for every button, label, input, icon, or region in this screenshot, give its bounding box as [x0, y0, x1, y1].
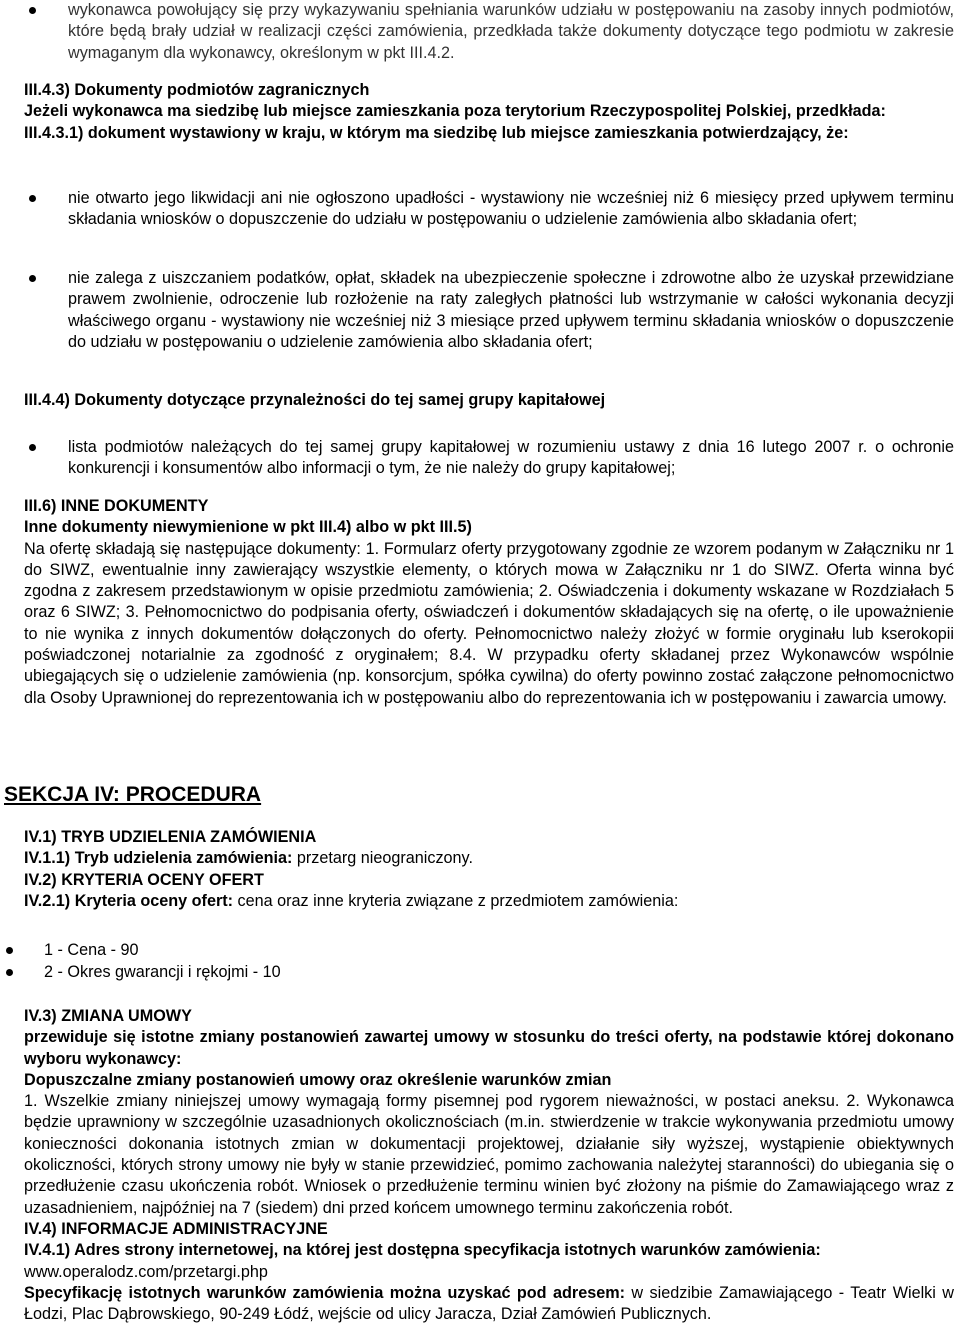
- field-value: cena oraz inne kryteria związane z przedmiotem zamówienia:: [233, 891, 679, 910]
- section-subheading: III.4.3.1) dokument wystawiony w kraju, w którym ma siedzibę lub miejsce zamieszkania potwierdzający, że:: [24, 123, 849, 142]
- section-iv-3: [0, 1006, 960, 1325]
- procedure-type: [24, 848, 954, 869]
- list-item: [6, 940, 954, 961]
- criterion-text: 2 - Okres gwarancji i rękojmi - 10: [44, 963, 281, 981]
- list-item-text: nie zalega z uiszczaniem podatków, opłat, składek na ubezpieczenie społeczne i zdrowotne albo że uzyskał przewidziane prawem zwolnienie, odroczenie lub rozłożenie na raty zaległych płatności lub wstrzymanie w całości wykonania decyzji właściwego organu - wystawiony nie wcześniej niż 3 miesiące przed upływem terminu składania wniosków o dopuszczenie do udziału w postępowaniu o udzielenie zamówienia albo składania ofert;: [68, 269, 954, 351]
- website-url: www.operalodz.com/przetargi.php: [24, 1262, 268, 1281]
- section-body: Na ofertę składają się następujące dokumenty: 1. Formularz oferty przygotowany zgodnie ze wzorem podanym w Załączniku nr 1 do SIWZ, ewentualnie inny zawierający wszystkie elementy, o których mowa w Załączniku nr 1 do SIWZ. Oferta winna być zgodna z zakresem przedstawionym w opisie przedmiotu zamówienia; 2. Oświadczenia i dokumenty wskazane w Rozdziałach 5 oraz 6 SIWZ; 3. Pełnomocnictwo do podpisania oferty, oświadczeń i dokumentów składających się na ofertę, o ile upoważnienie to nie wynika z innych dokumentów dołączonych do oferty. Pełnomocnictwo należy złożyć w formie oryginału lub kserokopii poświadczonej notarialnie za zgodność z oryginałem; 8.4. W przypadku oferty składanej przez Wykonawców wspólnie ubiegających się o udzielenie zamówienia (np. konsorcjum, spółka cywilna) do oferty powinno zostać załączone pełnomocnictwo dla Osoby Uprawnionej do reprezentowania ich w postępowaniu albo do reprezentowania ich w postępowaniu i zawarcia umowy.: [24, 539, 954, 707]
- bullet-icon: [29, 275, 36, 282]
- section-title: SEKCJA IV: PROCEDURA: [4, 783, 262, 806]
- criteria-intro: [24, 891, 954, 912]
- bullet-icon: [29, 7, 36, 14]
- section-heading: IV.3) ZMIANA UMOWY: [24, 1007, 192, 1025]
- spec-address: [24, 1283, 954, 1326]
- section-heading: III.6) INNE DOKUMENTY: [24, 497, 209, 515]
- list-item: [24, 188, 954, 231]
- list-item: [6, 962, 954, 983]
- field-value: w siedzibie Zamawiającego - Teatr Wielki w Łodzi, Plac Dąbrowskiego, 90-249 Łódź, wejście od ulicy Jaracza, Dział Zamówień Publicznych.: [24, 1283, 954, 1324]
- bullet-icon: [6, 969, 13, 976]
- list-item-text: lista podmiotów należących do tej samej grupy kapitałowej w rozumieniu ustawy z dnia 16 lutego 2007 r. o ochronie konkurencji i konsumentów albo informacji o tym, że nie należy do grupy kapitałowej;: [68, 438, 954, 478]
- field-label: IV.2.1) Kryteria oceny ofert:: [24, 891, 234, 910]
- list-item: [24, 0, 954, 64]
- section-heading: IV.1) TRYB UDZIELENIA ZAMÓWIENIA: [24, 828, 317, 846]
- section-iii-6: [0, 496, 960, 709]
- bullet-icon: [29, 195, 36, 202]
- section-heading: IV.2) KRYTERIA OCENY OFERT: [24, 870, 264, 889]
- criterion-text: 1 - Cena - 90: [44, 941, 139, 959]
- section-body: 1. Wszelkie zmiany niniejszej umowy wymagają formy pisemnej pod rygorem nieważności, w postaci aneksu. 2. Wykonawca będzie uprawniony w szczególnie uzasadnionych okolicznościach (m.in. stwierdzenie w trakcie wykonywania przedmiotu umowy konieczności dokonania istotnych zmian w dokumentacji projektowej, działanie siły wyższej, wystąpienie obiektywnych okoliczności, których strony umowy nie były w stanie przewidzieć, pomimo zachowania należytej staranności) do ubiegania się o przedłużenie czasu ukończenia robót. Wniosek o przedłużenie terminu winien być złożony na piśmie do Zamawiającego wraz z uzasadnieniem, najpóźniej na 7 (siedem) dni przed końcem umownego terminu zakończenia robót.: [24, 1092, 954, 1217]
- field-label: IV.1.1) Tryb udzielenia zamówienia:: [24, 849, 293, 868]
- section-iii-4-4: [0, 390, 960, 411]
- section-subheading: przewiduje się istotne zmiany postanowień zawartej umowy w stosunku do treści oferty, na podstawie której dokonano wyboru wykonawcy:: [24, 1028, 954, 1068]
- section-intro: Jeżeli wykonawca ma siedzibę lub miejsce zamieszkania poza terytorium Rzeczypospolitej Polskiej, przedkłada:: [24, 102, 886, 121]
- section-iii-4-3: [0, 80, 960, 144]
- bullet-icon: [6, 947, 13, 954]
- bullet-icon: [29, 444, 36, 451]
- section-subheading: Inne dokumenty niewymienione w pkt III.4) albo w pkt III.5): [24, 518, 472, 537]
- section-iv-1: [0, 827, 960, 912]
- section-heading: IV.4) INFORMACJE ADMINISTRACYJNE: [24, 1219, 328, 1238]
- section-heading: III.4.3) Dokumenty podmiotów zagranicznych: [24, 81, 370, 99]
- section-subheading: Dopuszczalne zmiany postanowień umowy oraz określenie warunków zmian: [24, 1070, 612, 1089]
- list-item: [24, 437, 954, 480]
- top-bullet-text: wykonawca powołujący się przy wykazywaniu spełniania warunków udziału w postępowaniu na zasoby innych podmiotów, które będą brały udział w realizacji części zamówienia, przedkłada także dokumenty dotyczące tego podmiotu w zakresie wymaganym dla wykonawcy, określonym w pkt III.4.2.: [68, 1, 954, 62]
- list-item: [24, 268, 954, 353]
- field-label: IV.4.1) Adres strony internetowej, na której jest dostępna specyfikacja istotnych warunków zamówienia:: [24, 1241, 821, 1260]
- field-label: Specyfikację istotnych warunków zamówienia można uzyskać pod adresem:: [24, 1283, 625, 1302]
- field-value: przetarg nieograniczony.: [292, 849, 473, 868]
- list-item-text: nie otwarto jego likwidacji ani nie ogłoszono upadłości - wystawiony nie wcześniej niż 6 miesięcy przed upływem terminu składania wniosków o dopuszczenie do udziału w postępowaniu o udzielenie zamówienia albo składania ofert;: [68, 189, 954, 229]
- section-heading: III.4.4) Dokumenty dotyczące przynależności do tej samej grupy kapitałowej: [24, 391, 606, 409]
